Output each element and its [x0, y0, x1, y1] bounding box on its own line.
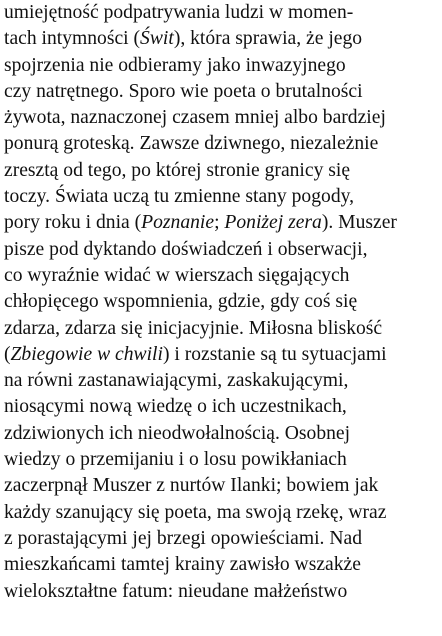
italic-title: Świt	[140, 28, 174, 50]
text-line	[4, 26, 440, 52]
text-run: żywota, naznaczonej czasem mniej albo bardziej	[4, 107, 386, 129]
text-line	[4, 158, 440, 184]
text-line	[4, 447, 440, 473]
text-run: ). Muszer	[321, 212, 397, 234]
text-run: ), która sprawia, że jego	[173, 28, 363, 50]
text-run: zresztą od tego, po której stronie granicy się	[4, 159, 351, 181]
text-line	[4, 500, 440, 526]
text-run: zdarza, zdarza się inicjacyjnie. Miłosna bliskość	[4, 317, 383, 339]
text-line	[4, 184, 440, 210]
text-run: ) i rozstanie są tu sytuacjami	[162, 343, 387, 365]
text-line	[4, 210, 440, 236]
text-line	[4, 105, 440, 131]
text-line	[4, 473, 440, 499]
text-line	[4, 263, 440, 289]
text-run: chłopięcego wspomnienia, gdzie, gdy coś się	[4, 291, 358, 313]
text-run: spojrzenia nie odbieramy jako inwazyjnego	[4, 54, 346, 76]
text-line	[4, 53, 440, 79]
text-run: ponurą groteską. Zawsze dziwnego, niezależnie	[4, 133, 379, 155]
text-line	[4, 289, 440, 315]
text-run: ;	[214, 212, 225, 234]
text-line	[4, 342, 440, 368]
text-line	[4, 394, 440, 420]
text-run: zdziwionych ich nieodwołalnością. Osobnej	[4, 422, 351, 444]
text-line	[4, 237, 440, 263]
body-text	[4, 0, 440, 605]
text-run: mieszkańcami tamtej krainy zawisło wszakże	[4, 554, 361, 576]
text-run: każdy szanujący się poeta, ma swoją rzekę, wraz	[4, 501, 387, 523]
text-run: tach intymności (	[4, 28, 141, 50]
text-line	[4, 552, 440, 578]
text-line	[4, 368, 440, 394]
text-run: z porastającymi jej brzegi opowieściami. Nad	[4, 527, 362, 549]
text-run: (	[4, 343, 11, 365]
text-line	[4, 316, 440, 342]
text-run: pory roku i dnia (	[4, 212, 142, 234]
text-line	[4, 0, 440, 26]
text-run: na równi zastanawiającymi, zaskakującymi,	[4, 370, 349, 392]
text-run: pisze pod dyktando doświadczeń i obserwacji,	[4, 238, 368, 260]
text-line	[4, 526, 440, 552]
text-run: umiejętność podpatrywania ludzi w momen-	[4, 2, 354, 23]
text-run: wielokształtne fatum: nieudane małżeństwo	[4, 580, 348, 602]
text-run: zaczerpnął Muszer z nurtów Ilanki; bowiem jak	[4, 475, 379, 497]
text-run: toczy. Świata uczą tu zmienne stany pogody,	[4, 186, 355, 208]
text-run: wiedzy o przemijaniu i o losu powikłaniach	[4, 449, 347, 471]
italic-title: Poznanie	[141, 212, 215, 234]
italic-title: Zbiegowie w chwili	[10, 343, 163, 365]
text-line	[4, 421, 440, 447]
text-line	[4, 131, 440, 157]
text-run: co wyraźnie widać w wierszach sięgających	[4, 264, 350, 286]
text-line	[4, 79, 440, 105]
text-line	[4, 579, 440, 605]
text-run: czy natrętnego. Sporo wie poeta o brutalności	[4, 80, 363, 102]
text-run: niosącymi nową wiedzę o ich uczestnikach,	[4, 396, 347, 418]
italic-title: Poniżej zera	[224, 212, 322, 234]
